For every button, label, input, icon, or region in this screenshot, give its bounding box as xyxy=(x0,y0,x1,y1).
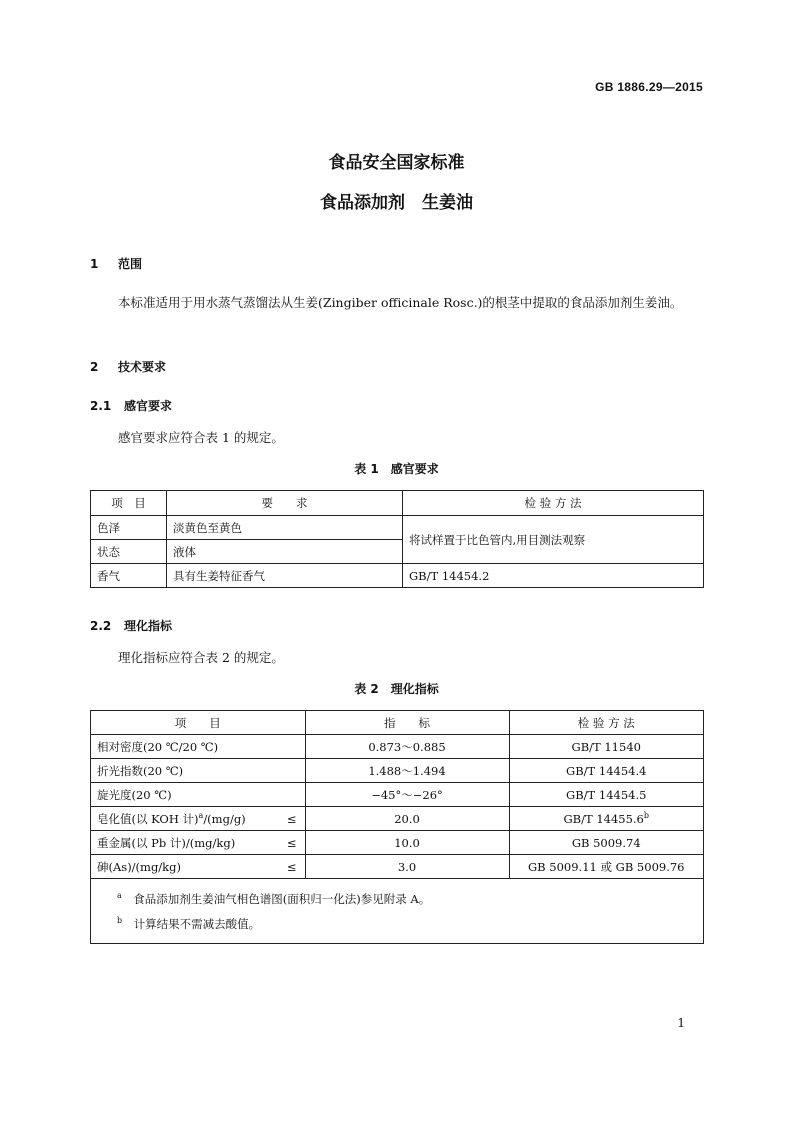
table-2-caption: 表 2 理化指标 xyxy=(354,682,439,696)
standard-number: GB 1886.29—2015 xyxy=(595,80,703,94)
footnote-mark: a xyxy=(117,891,122,900)
cell-method-merged: 将试样置于比色管内,用目测法观察 xyxy=(403,516,704,564)
cell-method: GB/T 14454.5 xyxy=(509,783,704,807)
page-number: 1 xyxy=(677,1016,685,1030)
section-number: 2.1 xyxy=(90,399,112,413)
section-2-heading xyxy=(90,358,166,375)
cell-value: 1.488～1.494 xyxy=(305,759,509,783)
cell-symbol: ≤ xyxy=(261,807,306,831)
cell-value: 10.0 xyxy=(305,831,509,855)
section-2-2-text: 理化指标应符合表 2 的规定。 xyxy=(118,650,284,665)
header-item: 项 目 xyxy=(91,711,306,735)
section-number: 2.2 xyxy=(90,619,112,633)
section-number: 1 xyxy=(90,257,99,271)
section-title: 技术要求 xyxy=(118,360,167,374)
table-row xyxy=(91,855,704,879)
section-1-heading xyxy=(90,255,142,272)
section-number: 2 xyxy=(90,360,99,374)
section-title: 范围 xyxy=(118,257,143,271)
table-1 xyxy=(90,490,704,588)
cell-item: 状态 xyxy=(91,540,167,564)
cell-item: 色泽 xyxy=(91,516,167,540)
table-row xyxy=(91,783,704,807)
method-text: GB/T 14455.6 xyxy=(563,811,644,826)
item-text: 皂化值(以 KOH 计) xyxy=(97,811,199,826)
footnote xyxy=(117,885,693,910)
footnote-text: 计算结果不需减去酸值。 xyxy=(133,916,261,931)
section-1-text xyxy=(90,291,705,315)
table-1-caption: 表 1 感官要求 xyxy=(354,462,439,476)
header-method: 检 验 方 法 xyxy=(403,491,704,516)
cell-method xyxy=(509,807,704,831)
table-row xyxy=(91,807,704,831)
cell-symbol: ≤ xyxy=(261,855,306,879)
cell-method: GB/T 14454.2 xyxy=(403,564,704,588)
table-row xyxy=(91,759,704,783)
footnote-mark: b xyxy=(117,915,123,925)
cell-item: 砷(As)/(mg/kg) xyxy=(91,855,261,879)
table-row xyxy=(91,564,704,588)
header-item: 项 目 xyxy=(91,491,167,516)
cell-value: −45°～−26° xyxy=(305,783,509,807)
footnote-mark: b xyxy=(643,811,650,821)
cell-requirement: 淡黄色至黄色 xyxy=(167,516,403,540)
header-requirement: 要 求 xyxy=(167,491,403,516)
cell-method: GB 5009.11 或 GB 5009.76 xyxy=(509,855,704,879)
cell-value: 3.0 xyxy=(305,855,509,879)
cell-method: GB/T 14454.4 xyxy=(509,759,704,783)
footnote xyxy=(117,910,693,935)
footnote-text: 食品添加剂生姜油气相色谱图(面积归一化法)参见附录 A。 xyxy=(133,891,431,906)
cell-item: 重金属(以 Pb 计)/(mg/kg) xyxy=(91,831,261,855)
cell-value: 20.0 xyxy=(305,807,509,831)
cell-symbol: ≤ xyxy=(261,831,306,855)
section-title: 理化指标 xyxy=(124,619,173,633)
cell-item xyxy=(91,807,261,831)
cell-value: 0.873～0.885 xyxy=(305,735,509,759)
scope-text: 本标准适用于用水蒸气蒸馏法从生姜(Zingiber officinale Rosc.)的根茎中提取的食品添加剂生姜油。 xyxy=(118,295,683,310)
header-index: 指 标 xyxy=(305,711,509,735)
cell-item: 旋光度(20 ℃) xyxy=(91,783,261,807)
header-method: 检 验 方 法 xyxy=(509,711,704,735)
cell-symbol xyxy=(261,735,306,759)
document-subtitle: 食品添加剂 生姜油 xyxy=(320,193,473,213)
cell-requirement: 具有生姜特征香气 xyxy=(167,564,403,588)
document-title: 食品安全国家标准 xyxy=(328,153,465,173)
section-title: 感官要求 xyxy=(124,399,173,413)
section-2-2-heading xyxy=(90,617,172,634)
cell-method: GB/T 11540 xyxy=(509,735,704,759)
item-unit: /(mg/g) xyxy=(203,811,246,826)
table-row xyxy=(91,516,704,540)
footnote-mark: a xyxy=(198,810,204,820)
table-header-row xyxy=(91,491,704,516)
cell-item: 香气 xyxy=(91,564,167,588)
table-row xyxy=(91,735,704,759)
section-2-1-heading xyxy=(90,397,172,414)
table-row xyxy=(91,831,704,855)
table-notes xyxy=(91,879,704,944)
table-2 xyxy=(90,710,704,944)
cell-symbol xyxy=(261,759,306,783)
section-2-1-text: 感官要求应符合表 1 的规定。 xyxy=(118,430,284,445)
cell-requirement: 液体 xyxy=(167,540,403,564)
cell-method: GB 5009.74 xyxy=(509,831,704,855)
cell-symbol xyxy=(261,783,306,807)
table-header-row xyxy=(91,711,704,735)
table-notes-row xyxy=(91,879,704,944)
cell-item: 折光指数(20 ℃) xyxy=(91,759,261,783)
cell-item: 相对密度(20 ℃/20 ℃) xyxy=(91,735,261,759)
